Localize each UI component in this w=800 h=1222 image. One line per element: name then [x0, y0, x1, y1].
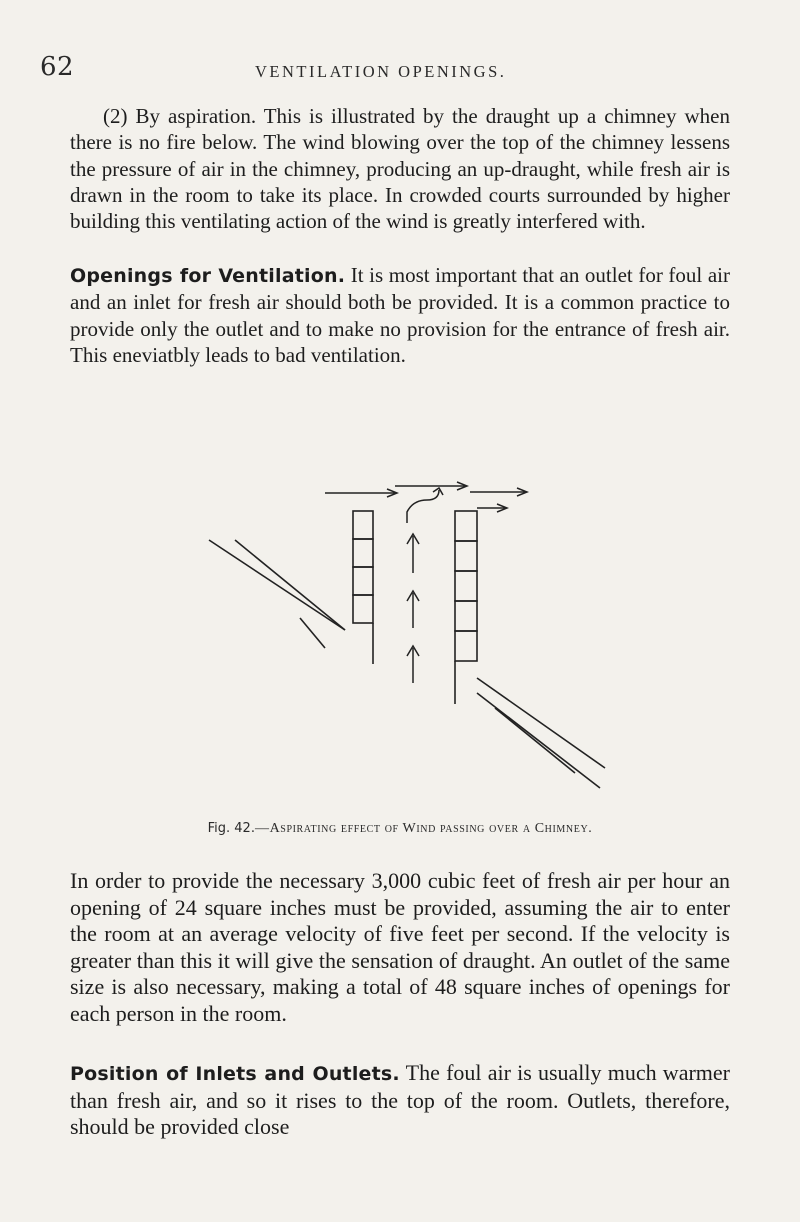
roof-right-mid — [495, 708, 575, 773]
right-wall-brick — [455, 511, 477, 541]
page-number: 62 — [40, 52, 75, 82]
roof-left-upper-2 — [235, 540, 345, 630]
figure-caption — [0, 821, 800, 837]
figure-caption-text: —Aspirating effect of Wind passing over a Chimney. — [254, 821, 593, 836]
heading-position-of-inlets: Position of Inlets and Outlets. — [70, 1063, 400, 1085]
left-wall-brick — [353, 567, 373, 595]
paragraph-openings — [70, 262, 730, 368]
roof-right-upper — [477, 678, 605, 768]
paragraph-position — [70, 1060, 730, 1141]
position-body-text: The foul air is usually much warmer than fresh air, and so it rises to the top of the room. Outlets, therefore, should be provided close — [70, 1060, 730, 1139]
chimney-diagram-svg — [195, 478, 655, 808]
right-wall-brick — [455, 601, 477, 631]
curved-updraught-arrow — [407, 490, 439, 523]
figure-label: Fig. 42. — [207, 821, 255, 836]
right-wall-brick — [455, 571, 477, 601]
left-wall-brick — [353, 595, 373, 623]
running-head: VENTILATION OPENINGS. — [255, 62, 507, 81]
right-wall-brick — [455, 631, 477, 661]
heading-openings-for-ventilation: Openings for Ventilation. — [70, 265, 346, 287]
roof-right-lower — [477, 693, 600, 788]
right-wall-brick — [455, 541, 477, 571]
paragraph-fresh-air-openings: In order to provide the necessary 3,000 cubic feet of fresh air per hour an opening of 24 square inches must be provided, assuming the air to enter the room at an average velocity of five feet per second. If the velocity is greater than this it will give the sensation of draught. An outlet of the same size is also necessary, making a total of 48 square inches of openings for each person in the room. — [70, 868, 730, 1026]
figure-chimney-diagram — [195, 478, 655, 808]
roof-left-lower — [300, 618, 325, 648]
left-wall-brick — [353, 511, 373, 539]
left-wall-brick — [353, 539, 373, 567]
paragraph-aspiration: (2) By aspiration. This is illustrated by the draught up a chimney when there is no fire below. The wind blowing over the top of the chimney lessens the pressure of air in the chimney, producing an up-draught, while fresh air is drawn in the room to take its place. In crowded courts surrounded by higher building this ventilating action of the wind is greatly interfered with. — [70, 104, 730, 234]
roof-left-upper — [209, 540, 345, 630]
openings-body-text: It is most important that an outlet for foul air and an inlet for fresh air should both be provided. It is a common practice to provide only the outlet and to make no provision for the entrance of fresh air. This eneviatbly leads to bad ventilation. — [70, 263, 730, 367]
